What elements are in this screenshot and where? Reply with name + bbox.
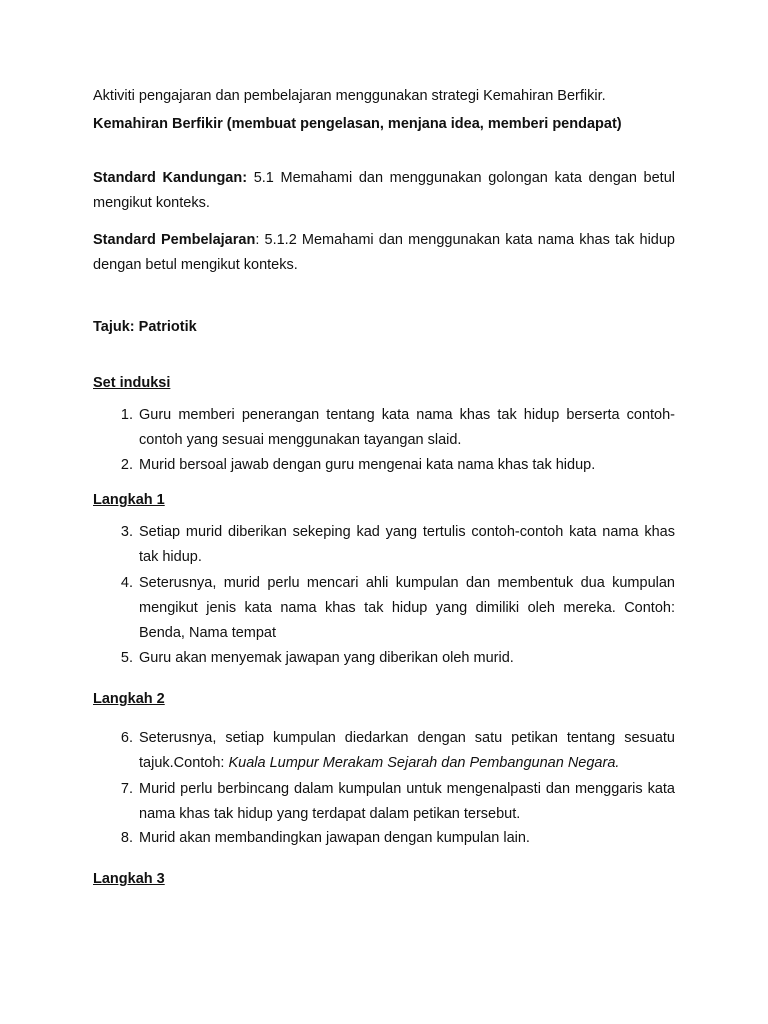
standard-kandungan-label: Standard Kandungan:	[93, 170, 248, 186]
list-item-text	[139, 726, 675, 776]
list-item-number: 5.	[120, 650, 133, 666]
set-induksi-heading: Set induksi	[93, 375, 171, 391]
langkah-1-heading: Langkah 1	[93, 492, 165, 508]
list-item-text: Murid akan membandingkan jawapan dengan kumpulan lain.	[139, 830, 530, 846]
list-item-text: Murid perlu berbincang dalam kumpulan untuk mengenalpasti dan menggaris kata nama khas tak hidup yang terdapat dalam petikan tersebut.	[139, 781, 675, 822]
list-item-text: Murid bersoal jawab dengan guru mengenai kata nama khas tak hidup.	[139, 457, 596, 473]
list-item-number: 3.	[120, 524, 133, 540]
list-item-text: Guru akan menyemak jawapan yang diberikan oleh murid.	[139, 650, 514, 666]
list-item-number: 1.	[120, 407, 133, 423]
list-item-text: Setiap murid diberikan sekeping kad yang tertulis contoh-contoh kata nama khas tak hidup.	[139, 524, 675, 565]
list-item-number: 4.	[120, 575, 133, 591]
tajuk-heading: Tajuk: Patriotik	[93, 319, 197, 335]
standard-pembelajaran-text: : 5.1.2 Memahami dan menggunakan kata nama khas tak hidup dengan betul mengikut konteks.	[93, 232, 675, 273]
list-item-number: 7.	[120, 781, 133, 797]
list-item-text: Seterusnya, murid perlu mencari ahli kumpulan dan membentuk dua kumpulan mengikut jenis kata nama khas tak hidup yang dimiliki oleh mereka. Contoh: Benda, Nama tempat	[139, 575, 675, 641]
document-page	[93, 0, 675, 1024]
standard-pembelajaran	[93, 228, 675, 278]
langkah-2-heading: Langkah 2	[93, 691, 165, 707]
langkah-3-heading: Langkah 3	[93, 871, 165, 887]
list-item-number: 6.	[120, 730, 133, 746]
list-item-text: Guru memberi penerangan tentang kata nama khas tak hidup berserta contoh-contoh yang sesuai menggunakan tayangan slaid.	[139, 407, 675, 448]
list-item-text-plain: Seterusnya, setiap kumpulan diedarkan dengan satu petikan tentang sesuatu tajuk.Contoh:	[139, 730, 675, 771]
list-item-number: 2.	[120, 457, 133, 473]
list-item-text-italic: Kuala Lumpur Merakam Sejarah dan Pembangunan Negara.	[228, 755, 620, 771]
standard-kandungan-text: 5.1 Memahami dan menggunakan golongan kata dengan betul mengikut konteks.	[93, 170, 676, 211]
standard-pembelajaran-label: Standard Pembelajaran	[93, 232, 256, 248]
standard-kandungan	[93, 166, 675, 216]
list-item-number: 8.	[120, 830, 133, 846]
skill-heading: Kemahiran Berfikir (membuat pengelasan, menjana idea, memberi pendapat)	[93, 116, 622, 132]
activity-line: Aktiviti pengajaran dan pembelajaran menggunakan strategi Kemahiran Berfikir.	[93, 88, 606, 104]
